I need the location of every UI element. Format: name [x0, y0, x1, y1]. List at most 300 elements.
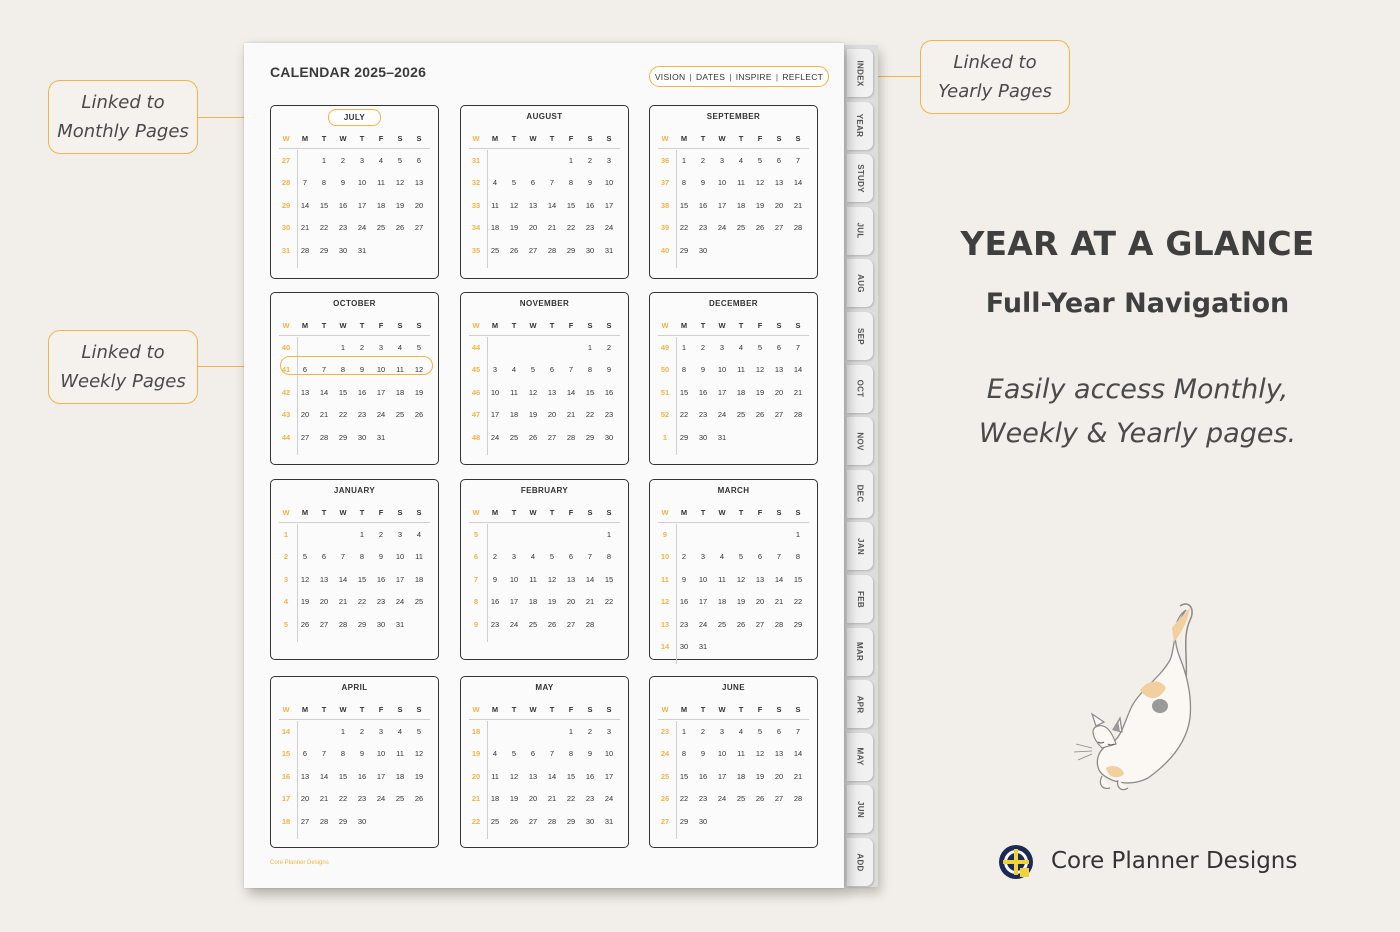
- weekday-header: S: [416, 705, 422, 714]
- week-number-link[interactable]: 51: [660, 387, 670, 397]
- week-number-link[interactable]: 16: [281, 771, 291, 781]
- day-cell: 26: [300, 619, 310, 629]
- day-cell: 16: [585, 771, 595, 781]
- week-number-link[interactable]: 32: [471, 178, 481, 188]
- day-cell: 7: [568, 365, 574, 375]
- day-cell: 14: [319, 387, 329, 397]
- header-divider: [469, 719, 620, 720]
- day-cell: 11: [737, 365, 745, 375]
- month-september: [649, 105, 818, 279]
- promo-description: [935, 368, 1340, 456]
- weekday-header: F: [568, 705, 574, 714]
- weekday-header: F: [378, 321, 384, 330]
- weekday-header: T: [738, 508, 744, 517]
- callout-monthly-pages: [48, 80, 198, 154]
- side-tab-dec[interactable]: [847, 470, 873, 518]
- weekday-header: W: [339, 705, 347, 714]
- week-number-link[interactable]: 15: [281, 749, 291, 759]
- week-number-link[interactable]: 11: [661, 574, 669, 584]
- day-cell: 24: [604, 794, 614, 804]
- day-cell: 17: [717, 387, 727, 397]
- month-name-link[interactable]: MAY: [535, 683, 554, 692]
- day-cell: 7: [587, 552, 593, 562]
- weekday-header: S: [416, 134, 422, 143]
- week-number-link[interactable]: 36: [660, 156, 670, 165]
- day-cell: 25: [717, 619, 727, 629]
- weekday-header: W: [718, 508, 726, 517]
- week-number-link[interactable]: 39: [660, 223, 670, 233]
- day-cell: 24: [490, 432, 500, 442]
- weekday-header: W: [529, 321, 537, 330]
- day-cell: 30: [698, 816, 708, 826]
- day-cell: 16: [679, 597, 689, 607]
- weekday-header: S: [587, 508, 593, 517]
- month-april: [270, 676, 439, 848]
- side-tab-label: ADD: [855, 852, 865, 872]
- day-cell: 25: [395, 794, 405, 804]
- week-number-link[interactable]: 42: [281, 387, 291, 397]
- day-cell: 14: [547, 200, 557, 210]
- side-tab-jul[interactable]: [847, 207, 873, 255]
- day-cell: 17: [717, 200, 727, 210]
- nav-link-reflect[interactable]: REFLECT: [782, 71, 824, 82]
- day-cell: 20: [755, 597, 765, 607]
- week-number-link[interactable]: 48: [471, 432, 481, 442]
- day-cell: 13: [547, 387, 557, 397]
- day-cell: 14: [585, 574, 595, 584]
- weekday-header: F: [757, 705, 763, 714]
- month-name-link[interactable]: SEPTEMBER: [706, 112, 761, 121]
- day-cell: 25: [736, 410, 746, 420]
- weekday-header: T: [738, 134, 744, 143]
- day-cell: 13: [755, 574, 765, 584]
- day-cell: 10: [490, 387, 500, 397]
- week-number-link[interactable]: 34: [471, 223, 481, 233]
- day-cell: 3: [359, 156, 365, 165]
- day-cell: 30: [604, 432, 614, 442]
- header-divider: [469, 522, 620, 523]
- day-cell: 28: [300, 245, 310, 255]
- weekday-header: M: [301, 705, 309, 714]
- week-number-link[interactable]: 18: [471, 727, 481, 736]
- day-cell: 30: [357, 432, 367, 442]
- day-cell: 3: [492, 365, 498, 375]
- day-cell: 30: [376, 619, 386, 629]
- week-number-header: W: [661, 134, 669, 143]
- month-name-link[interactable]: JULY: [328, 109, 381, 126]
- day-cell: 8: [321, 178, 327, 188]
- day-cell: 2: [378, 530, 384, 539]
- side-tab-label: YEAR: [855, 113, 865, 138]
- day-cell: 12: [528, 387, 538, 397]
- week-number-link[interactable]: 14: [281, 727, 291, 736]
- day-cell: 7: [549, 178, 555, 188]
- week-number-link[interactable]: 50: [660, 365, 670, 375]
- day-cell: 21: [585, 597, 595, 607]
- day-cell: 9: [340, 178, 346, 188]
- week-number-link[interactable]: 28: [281, 178, 291, 188]
- nav-link-vision[interactable]: VISION: [654, 71, 686, 82]
- week-number-link[interactable]: 9: [473, 619, 479, 629]
- weekday-header: T: [700, 508, 706, 517]
- week-number-link[interactable]: 31: [281, 245, 291, 255]
- side-tab-label: INDEX: [855, 60, 865, 86]
- day-cell: 24: [717, 223, 727, 233]
- header-divider: [658, 719, 809, 720]
- month-name-link[interactable]: AUGUST: [526, 112, 563, 121]
- day-cell: 29: [338, 432, 348, 442]
- week-number-link[interactable]: 44: [281, 432, 291, 442]
- day-cell: 12: [547, 574, 557, 584]
- week-number-link[interactable]: 8: [473, 597, 479, 607]
- day-cell: 15: [585, 387, 595, 397]
- day-cell: 13: [319, 574, 329, 584]
- day-cell: 5: [302, 552, 308, 562]
- day-cell: 16: [585, 200, 595, 210]
- week-number-header: W: [282, 508, 290, 517]
- day-cell: 26: [755, 794, 765, 804]
- day-cell: 22: [679, 223, 689, 233]
- side-tab-jan[interactable]: [847, 522, 873, 570]
- weekday-header: F: [378, 134, 384, 143]
- side-tab-feb[interactable]: [847, 575, 873, 623]
- day-cell: 12: [755, 178, 765, 188]
- week-number-link[interactable]: 9: [662, 530, 668, 539]
- day-cell: 13: [566, 574, 576, 584]
- week-number-link[interactable]: 4: [283, 597, 289, 607]
- day-cell: 25: [376, 223, 386, 233]
- week-number-link[interactable]: 40: [660, 245, 670, 255]
- day-cell: 19: [395, 200, 405, 210]
- day-cell: 30: [698, 245, 708, 255]
- week-number-link[interactable]: 3: [283, 574, 289, 584]
- day-cell: 15: [319, 200, 329, 210]
- weekday-header: T: [511, 508, 517, 517]
- day-cell: 17: [604, 200, 614, 210]
- month-january: [270, 479, 439, 660]
- week-number-link[interactable]: 52: [660, 410, 670, 420]
- week-number-link[interactable]: 31: [471, 156, 481, 165]
- week-number-link[interactable]: 22: [471, 816, 481, 826]
- side-tab-index[interactable]: [847, 49, 873, 97]
- day-cell: 19: [300, 597, 310, 607]
- day-cell: 5: [397, 156, 403, 165]
- weekday-header: S: [776, 508, 782, 517]
- day-cell: 10: [357, 178, 367, 188]
- week-number-link[interactable]: 43: [281, 410, 291, 420]
- week-number-link[interactable]: 40: [281, 343, 291, 352]
- header-divider: [469, 148, 620, 149]
- side-tab-label: JUL: [855, 222, 865, 239]
- day-cell: 8: [795, 552, 801, 562]
- month-name-link[interactable]: NOVEMBER: [519, 299, 570, 308]
- day-cell: 15: [679, 771, 689, 781]
- weekday-header: S: [416, 321, 422, 330]
- week-number-link[interactable]: 29: [281, 200, 291, 210]
- weekday-header: W: [718, 321, 726, 330]
- header-divider: [279, 719, 430, 720]
- week-number-header: W: [472, 134, 480, 143]
- week-number-link[interactable]: 10: [660, 552, 670, 562]
- day-cell: 17: [376, 387, 386, 397]
- weekday-header: S: [397, 321, 403, 330]
- month-name-link[interactable]: DECEMBER: [709, 299, 758, 308]
- day-cell: 12: [414, 749, 424, 759]
- weekday-header: T: [321, 321, 327, 330]
- week-number-link[interactable]: 47: [471, 410, 481, 420]
- day-cell: 15: [566, 771, 576, 781]
- week-number-link[interactable]: 17: [281, 794, 291, 804]
- day-cell: 16: [698, 771, 708, 781]
- nav-link-inspire[interactable]: INSPIRE: [735, 71, 772, 82]
- week-number-link[interactable]: 38: [660, 200, 670, 210]
- week-number-link[interactable]: 27: [281, 156, 291, 165]
- weekday-header: F: [378, 705, 384, 714]
- weekday-header: M: [680, 134, 688, 143]
- day-cell: 30: [679, 642, 689, 651]
- weekday-header: T: [549, 134, 555, 143]
- day-cell: 11: [396, 365, 404, 375]
- day-cell: 25: [736, 794, 746, 804]
- day-cell: 29: [319, 245, 329, 255]
- weekday-header: M: [680, 705, 688, 714]
- day-cell: 13: [300, 771, 310, 781]
- side-tab-label: DEC: [855, 484, 865, 503]
- day-cell: 26: [755, 223, 765, 233]
- day-cell: 11: [510, 387, 518, 397]
- day-cell: 2: [340, 156, 346, 165]
- day-cell: 13: [528, 200, 538, 210]
- week-number-link[interactable]: 12: [660, 597, 670, 607]
- day-cell: 18: [490, 794, 500, 804]
- week-number-link[interactable]: 2: [283, 552, 289, 562]
- yearly-nav-links: [649, 66, 829, 87]
- day-cell: 27: [755, 619, 765, 629]
- day-cell: 9: [492, 574, 498, 584]
- side-tab-may[interactable]: [847, 733, 873, 781]
- week-number-link[interactable]: 26: [660, 794, 670, 804]
- day-cell: 20: [414, 200, 424, 210]
- week-number-link[interactable]: 46: [471, 387, 481, 397]
- header-divider: [658, 335, 809, 336]
- weekday-header: W: [529, 134, 537, 143]
- day-cell: 8: [359, 552, 365, 562]
- week-number-link[interactable]: 7: [473, 574, 479, 584]
- day-cell: 7: [302, 178, 308, 188]
- week-number-link[interactable]: 14: [660, 642, 670, 651]
- weekday-header: W: [718, 134, 726, 143]
- day-cell: 27: [528, 245, 538, 255]
- day-cell: 14: [547, 771, 557, 781]
- day-cell: 10: [395, 552, 405, 562]
- week-number-link[interactable]: 27: [660, 816, 670, 826]
- promo-description-line2: Weekly & Yearly pages.: [978, 418, 1297, 449]
- side-tab-sep[interactable]: [847, 312, 873, 360]
- month-name-link[interactable]: OCTOBER: [333, 299, 376, 308]
- weekday-header: F: [757, 321, 763, 330]
- day-cell: 29: [679, 816, 689, 826]
- day-cell: 1: [568, 727, 574, 736]
- day-cell: 24: [717, 410, 727, 420]
- day-cell: 2: [700, 343, 706, 352]
- day-cell: 26: [528, 432, 538, 442]
- side-tab-apr[interactable]: [847, 680, 873, 728]
- day-cell: 16: [490, 597, 500, 607]
- week-number-header: W: [472, 508, 480, 517]
- weekday-header: S: [397, 705, 403, 714]
- day-cell: 29: [679, 245, 689, 255]
- weekday-header: M: [491, 508, 499, 517]
- weekday-header: M: [491, 321, 499, 330]
- day-cell: 11: [737, 178, 745, 188]
- callout-yearly-line2: Yearly Pages: [938, 81, 1052, 102]
- week-number-header: W: [282, 321, 290, 330]
- day-cell: 12: [414, 365, 424, 375]
- weekday-header: M: [301, 134, 309, 143]
- day-cell: 3: [606, 727, 612, 736]
- weekday-header: T: [738, 705, 744, 714]
- day-cell: 20: [774, 387, 784, 397]
- side-tab-oct[interactable]: [847, 365, 873, 413]
- weekday-header: T: [700, 134, 706, 143]
- day-cell: 22: [679, 794, 689, 804]
- week-number-link[interactable]: 33: [471, 200, 481, 210]
- week-number-link[interactable]: 6: [473, 552, 479, 562]
- day-cell: 16: [357, 387, 367, 397]
- week-number-link[interactable]: 5: [283, 619, 289, 629]
- day-cell: 21: [793, 200, 803, 210]
- day-cell: 21: [319, 794, 329, 804]
- side-tab-label: AUG: [855, 274, 865, 293]
- side-tab-nov[interactable]: [847, 417, 873, 465]
- core-planner-logo-icon: [998, 844, 1034, 880]
- day-cell: 14: [338, 574, 348, 584]
- day-cell: 17: [604, 771, 614, 781]
- weekday-header: F: [568, 321, 574, 330]
- day-cell: 29: [566, 245, 576, 255]
- day-cell: 5: [416, 343, 422, 352]
- day-cell: 29: [338, 816, 348, 826]
- weekday-header: S: [587, 321, 593, 330]
- side-tab-year[interactable]: [847, 102, 873, 150]
- day-cell: 28: [338, 619, 348, 629]
- day-cell: 21: [793, 387, 803, 397]
- month-name-link[interactable]: MARCH: [717, 486, 750, 495]
- day-cell: 11: [718, 574, 726, 584]
- day-cell: 16: [698, 200, 708, 210]
- day-cell: 7: [549, 749, 555, 759]
- week-number-link[interactable]: 35: [471, 245, 481, 255]
- week-number-link[interactable]: 45: [471, 365, 481, 375]
- day-cell: 27: [774, 223, 784, 233]
- side-tab-jun[interactable]: [847, 785, 873, 833]
- week-number-link[interactable]: 49: [660, 343, 670, 352]
- day-cell: 15: [566, 200, 576, 210]
- week-number-link[interactable]: 23: [660, 727, 670, 736]
- week-number-link[interactable]: 41: [281, 365, 291, 375]
- week-number-link[interactable]: 13: [660, 619, 670, 629]
- month-name-link[interactable]: JANUARY: [333, 486, 376, 495]
- day-cell: 4: [397, 343, 403, 352]
- day-cell: 23: [679, 619, 689, 629]
- day-cell: 28: [547, 245, 557, 255]
- weekday-header: T: [700, 321, 706, 330]
- day-cell: 22: [566, 794, 576, 804]
- day-cell: 9: [700, 749, 706, 759]
- day-cell: 28: [566, 432, 576, 442]
- week-number-link[interactable]: 1: [283, 530, 289, 539]
- week-number-link[interactable]: 30: [281, 223, 291, 233]
- day-cell: 17: [509, 597, 519, 607]
- weekday-header: S: [606, 508, 612, 517]
- day-cell: 18: [736, 387, 746, 397]
- day-cell: 23: [357, 410, 367, 420]
- side-tab-aug[interactable]: [847, 259, 873, 307]
- month-name-link[interactable]: FEBRUARY: [520, 486, 569, 495]
- callout-weekly-pages: [48, 330, 198, 404]
- day-cell: 29: [566, 816, 576, 826]
- week-number-link[interactable]: 1: [662, 432, 668, 442]
- day-cell: 4: [378, 156, 384, 165]
- promo-description-line1: Easily access Monthly,: [986, 374, 1289, 405]
- day-cell: 15: [793, 574, 803, 584]
- week-number-link[interactable]: 24: [660, 749, 670, 759]
- weekday-header: T: [359, 705, 365, 714]
- day-cell: 1: [340, 343, 346, 352]
- side-tab-add[interactable]: [847, 838, 873, 886]
- side-tab-mar[interactable]: [847, 628, 873, 676]
- day-cell: 4: [511, 365, 517, 375]
- day-cell: 15: [338, 771, 348, 781]
- weekday-header: S: [795, 508, 801, 517]
- week-number-link[interactable]: 5: [473, 530, 479, 539]
- week-number-link[interactable]: 37: [660, 178, 670, 188]
- day-cell: 10: [376, 749, 386, 759]
- day-cell: 13: [774, 365, 784, 375]
- day-cell: 18: [395, 771, 405, 781]
- day-cell: 9: [700, 178, 706, 188]
- weekly-link-highlight[interactable]: [280, 356, 433, 375]
- day-cell: 5: [757, 343, 763, 352]
- day-cell: 3: [719, 343, 725, 352]
- day-cell: 5: [511, 749, 517, 759]
- day-cell: 25: [395, 410, 405, 420]
- week-number-link[interactable]: 21: [471, 794, 481, 804]
- week-number-link[interactable]: 44: [471, 343, 481, 352]
- nav-link-dates[interactable]: DATES: [695, 71, 726, 82]
- day-cell: 12: [300, 574, 310, 584]
- day-cell: 5: [416, 727, 422, 736]
- day-cell: 21: [547, 223, 557, 233]
- day-cell: 3: [606, 156, 612, 165]
- day-cell: 8: [340, 365, 346, 375]
- day-cell: 31: [717, 432, 727, 442]
- callout-yearly-pages: [920, 40, 1070, 114]
- day-cell: 18: [717, 597, 727, 607]
- side-tab-study[interactable]: [847, 154, 873, 202]
- day-cell: 23: [490, 619, 500, 629]
- day-cell: 8: [681, 178, 687, 188]
- week-number-link[interactable]: 19: [471, 749, 481, 759]
- day-cell: 11: [396, 749, 404, 759]
- stretching-cat-illustration: [1062, 598, 1212, 798]
- month-name-link[interactable]: APRIL: [341, 683, 368, 692]
- week-number-link[interactable]: 18: [281, 816, 291, 826]
- week-number-link[interactable]: 20: [471, 771, 481, 781]
- day-cell: 23: [698, 410, 708, 420]
- week-number-link[interactable]: 25: [660, 771, 670, 781]
- month-name-link[interactable]: JUNE: [722, 683, 745, 692]
